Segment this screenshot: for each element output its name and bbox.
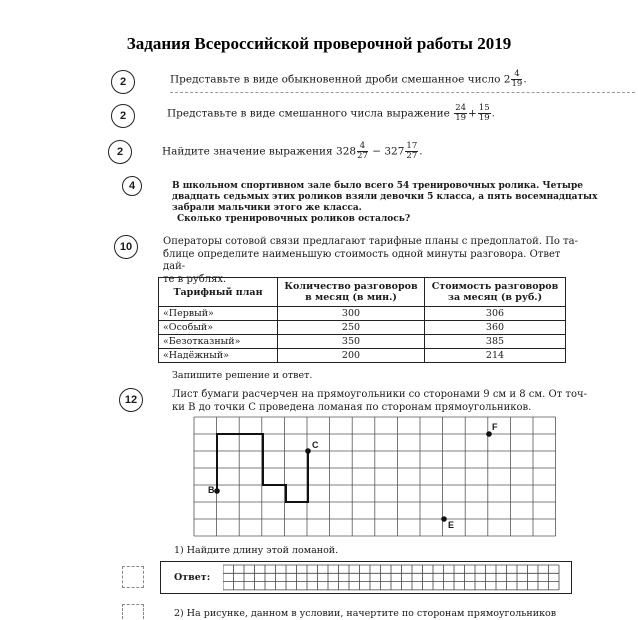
label-b: B (208, 485, 215, 495)
numerator: 24 (455, 103, 467, 113)
task-number-badge: 2 (111, 104, 135, 128)
score-box (122, 566, 144, 588)
fraction (511, 70, 522, 89)
table-row (159, 349, 566, 363)
label-e: E (448, 520, 455, 530)
text-line: Сколько тренировочных роликов осталось? (177, 214, 411, 224)
text-line: В школьном спортивном зале было всего 54 тренировочных ролика. Четыре (172, 181, 583, 191)
task-number-badge: 4 (122, 176, 142, 196)
denominator: 19 (455, 113, 467, 123)
text-line: ки B до точки C проведена ломаная по сторонам прямоугольников. (172, 401, 532, 413)
numerator: 17 (406, 141, 418, 151)
table-cell: 200 (278, 349, 425, 363)
task-number-badge: 12 (119, 388, 143, 412)
task-2-text (167, 104, 495, 123)
text-line: Лист бумаги расчерчен на прямоугольники со сторонами 9 см и 8 см. От точ- (172, 389, 587, 400)
table-cell: 306 (425, 307, 566, 321)
minus-term: − 327 (368, 145, 405, 158)
fraction (405, 142, 418, 161)
column-header: Стоимость разговоров за месяц (в руб.) (425, 278, 566, 307)
divider (170, 92, 635, 93)
answer-input-grid[interactable] (223, 562, 569, 593)
rectangle-grid (190, 412, 570, 542)
task-3-statement: Найдите значение выражения 328 (162, 145, 357, 158)
point-b (214, 488, 220, 494)
denominator: 19 (478, 113, 490, 123)
answer-grid-lines (223, 565, 559, 590)
period: . (419, 145, 423, 158)
task-12-text (172, 389, 592, 414)
task-4-text (172, 181, 632, 225)
table-row (159, 321, 566, 335)
period: . (491, 107, 496, 120)
point-c (305, 448, 311, 454)
table-cell: 250 (278, 321, 425, 335)
table-cell: «Безотказный» (159, 335, 278, 349)
task-number-badge: 10 (114, 235, 138, 259)
numerator: 4 (357, 142, 368, 152)
table-row (159, 307, 566, 321)
task-1-statement: Представьте в виде обыкновенной дроби смешанное число 2 (170, 73, 511, 86)
score-box (122, 604, 144, 619)
answer-box (160, 561, 572, 594)
point-f (486, 431, 492, 437)
table-cell: 385 (425, 335, 566, 349)
task-2-statement: Представьте в виде смешанного числа выражение (167, 107, 450, 120)
text-line: Операторы сотовой связи предлагают тарифные планы с предоплатой. По та- (163, 236, 578, 247)
table-cell: 214 (425, 349, 566, 363)
page-title: Задания Всероссийской проверочной работы 2019 (126, 34, 512, 53)
table-row (159, 335, 566, 349)
text-line: двадцать седьмых этих роликов взяли девочки 5 класса, а пять восемнадцатых (172, 192, 598, 202)
label-f: F (492, 422, 498, 432)
text-line: те в рублях. (163, 273, 227, 285)
denominator: 19 (511, 79, 523, 89)
question-1: 1) Найдите длину этой ломаной. (174, 545, 339, 556)
table-cell: 350 (278, 335, 425, 349)
table-cell: 300 (278, 307, 425, 321)
tariff-table (158, 277, 566, 363)
table-cell: 360 (425, 321, 566, 335)
fraction (478, 104, 491, 123)
period: . (523, 73, 527, 86)
table-cell: «Надёжный» (159, 349, 278, 363)
numerator: 15 (478, 103, 490, 113)
fraction (454, 104, 467, 123)
table-cell: «Первый» (159, 307, 278, 321)
plus-sign: + (468, 107, 477, 120)
solution-instruction: Запишите решение и ответ. (172, 370, 313, 381)
denominator: 27 (406, 151, 418, 161)
text-line: блице определите наименьшую стоимость одной минуты разговора. Ответ дай- (163, 248, 561, 272)
task-number-badge: 2 (111, 70, 135, 94)
fraction (357, 142, 368, 161)
question-2: 2) На рисунке, данном в условии, начертите по сторонам прямоугольников (174, 608, 557, 619)
numerator: 4 (511, 70, 522, 80)
answer-label: Ответ: (174, 572, 211, 583)
column-header: Тарифный план (159, 278, 278, 307)
table-cell: «Особый» (159, 321, 278, 335)
task-1-text (170, 70, 527, 89)
task-3-text (162, 142, 423, 161)
denominator: 27 (357, 151, 368, 161)
point-e (441, 516, 447, 522)
task-number-badge: 2 (108, 140, 132, 164)
table-header-row (159, 278, 566, 307)
column-header: Количество разговоров в месяц (в мин.) (278, 278, 425, 307)
text-line: забрали мальчики этого же класса. (172, 203, 362, 213)
label-c: C (312, 440, 319, 450)
